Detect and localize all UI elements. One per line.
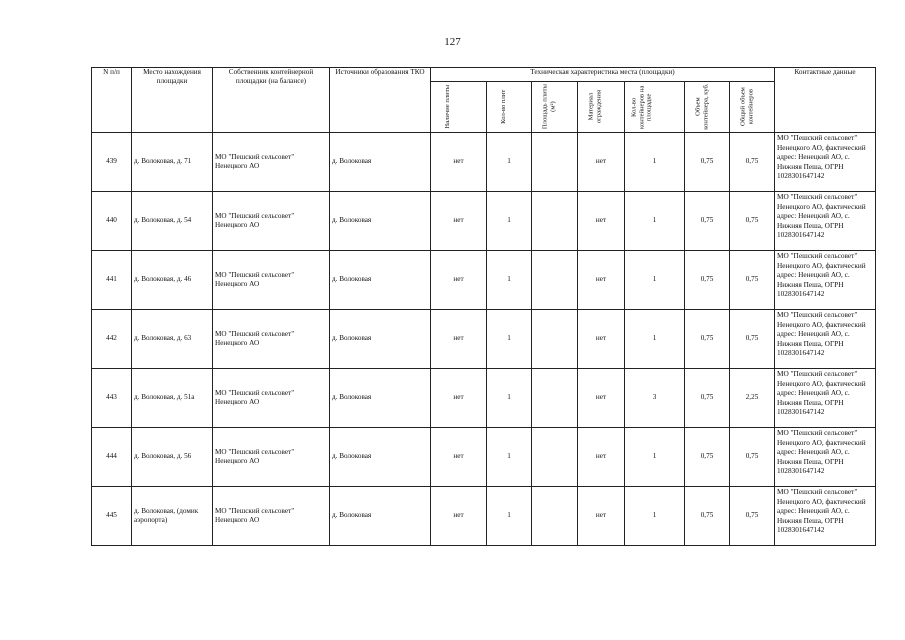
row-owner: МО "Пешский сельсовет" Ненецкого АО [213,251,330,310]
row-fence: нет [578,251,625,310]
row-volume: 0,75 [685,369,730,428]
header-owner: Собственник контейнерной площадки (на балансе) [213,68,330,133]
row-plates-count: 1 [487,310,532,369]
row-plate-area [532,428,578,487]
row-number: 439 [92,133,132,192]
header-plate-area: Площадь плиты (м²) [532,82,578,133]
header-plates-count: Кол-во плит [487,82,532,133]
table-row [92,251,876,310]
row-fence: нет [578,369,625,428]
row-plate-area [532,192,578,251]
row-total-volume: 0,75 [730,192,775,251]
row-plate: нет [431,251,487,310]
row-plates-count: 1 [487,133,532,192]
row-plate-area [532,310,578,369]
row-location: д. Волоковая, д. 71 [132,133,213,192]
header-sources: Источники образования ТКО [330,68,431,133]
row-volume: 0,75 [685,251,730,310]
table-row [92,133,876,192]
row-total-volume: 2,25 [730,369,775,428]
row-contact: МО "Пешский сельсовет" Ненецкого АО, фактический адрес: Ненецкий АО, с. Нижняя Пеша, ОГРН 1028301647142 [775,310,876,369]
header-plate: Наличие плиты [431,82,487,133]
row-plates-count: 1 [487,192,532,251]
row-total-volume: 0,75 [730,428,775,487]
row-owner: МО "Пешский сельсовет" Ненецкого АО [213,428,330,487]
row-contact: МО "Пешский сельсовет" Ненецкого АО, фактический адрес: Ненецкий АО, с. Нижняя Пеша, ОГРН 1028301647142 [775,487,876,546]
row-plates-count: 1 [487,369,532,428]
row-fence: нет [578,133,625,192]
registry-table [91,67,876,546]
header-tech: Техническая характеристика места (площадки) [431,68,775,82]
row-number: 442 [92,310,132,369]
row-plate: нет [431,133,487,192]
row-number: 444 [92,428,132,487]
row-plate-area [532,369,578,428]
row-contact: МО "Пешский сельсовет" Ненецкого АО, фактический адрес: Ненецкий АО, с. Нижняя Пеша, ОГРН 1028301647142 [775,192,876,251]
page-number: 127 [444,36,461,48]
row-contact: МО "Пешский сельсовет" Ненецкого АО, фактический адрес: Ненецкий АО, с. Нижняя Пеша, ОГРН 1028301647142 [775,251,876,310]
row-plate-area [532,487,578,546]
row-location: д. Волоковая, д. 56 [132,428,213,487]
row-plate: нет [431,487,487,546]
row-volume: 0,75 [685,192,730,251]
row-plate: нет [431,310,487,369]
row-number: 445 [92,487,132,546]
row-total-volume: 0,75 [730,251,775,310]
row-location: д. Волоковая, д. 51а [132,369,213,428]
row-plates-count: 1 [487,428,532,487]
row-plate: нет [431,192,487,251]
row-containers: 1 [625,428,685,487]
row-plates-count: 1 [487,251,532,310]
row-source: д. Волоковая [330,487,431,546]
row-containers: 1 [625,133,685,192]
row-total-volume: 0,75 [730,133,775,192]
row-source: д. Волоковая [330,192,431,251]
row-volume: 0,75 [685,133,730,192]
row-plate: нет [431,428,487,487]
header-total-volume: Общий объем контейнеров [730,82,775,133]
header-container-volume: Объем контейнера, куб. [685,82,730,133]
row-contact: МО "Пешский сельсовет" Ненецкого АО, фактический адрес: Ненецкий АО, с. Нижняя Пеша, ОГРН 1028301647142 [775,133,876,192]
row-number: 441 [92,251,132,310]
header-num: N п/п [92,68,132,133]
row-fence: нет [578,192,625,251]
row-location: д. Волоковая, (домик аэропорта) [132,487,213,546]
row-source: д. Волоковая [330,428,431,487]
row-source: д. Волоковая [330,369,431,428]
row-owner: МО "Пешский сельсовет" Ненецкого АО [213,192,330,251]
row-owner: МО "Пешский сельсовет" Ненецкого АО [213,487,330,546]
row-containers: 1 [625,487,685,546]
header-contact: Контактные данные [775,68,876,133]
row-contact: МО "Пешский сельсовет" Ненецкого АО, фактический адрес: Ненецкий АО, с. Нижняя Пеша, ОГРН 1028301647142 [775,428,876,487]
row-number: 443 [92,369,132,428]
header-fence-material: Материал ограждения [578,82,625,133]
row-source: д. Волоковая [330,133,431,192]
row-volume: 0,75 [685,487,730,546]
table-row [92,192,876,251]
row-source: д. Волоковая [330,251,431,310]
header-location: Место нахождения площадки [132,68,213,133]
row-fence: нет [578,310,625,369]
row-plate: нет [431,369,487,428]
row-source: д. Волоковая [330,310,431,369]
row-volume: 0,75 [685,428,730,487]
table-row [92,310,876,369]
row-fence: нет [578,428,625,487]
row-location: д. Волоковая, д. 54 [132,192,213,251]
row-owner: МО "Пешский сельсовет" Ненецкого АО [213,369,330,428]
header-containers-count: Кол-во контейнеров на площадке [625,82,685,133]
row-total-volume: 0,75 [730,310,775,369]
row-owner: МО "Пешский сельсовет" Ненецкого АО [213,310,330,369]
table-row [92,369,876,428]
row-total-volume: 0,75 [730,487,775,546]
row-number: 440 [92,192,132,251]
row-plate-area [532,133,578,192]
row-containers: 1 [625,310,685,369]
table-row [92,487,876,546]
row-fence: нет [578,487,625,546]
row-owner: МО "Пешский сельсовет" Ненецкого АО [213,133,330,192]
row-location: д. Волоковая, д. 63 [132,310,213,369]
row-volume: 0,75 [685,310,730,369]
row-plates-count: 1 [487,487,532,546]
table-row [92,428,876,487]
row-location: д. Волоковая, д. 46 [132,251,213,310]
row-containers: 3 [625,369,685,428]
row-containers: 1 [625,192,685,251]
row-contact: МО "Пешский сельсовет" Ненецкого АО, фактический адрес: Ненецкий АО, с. Нижняя Пеша, ОГРН 1028301647142 [775,369,876,428]
row-plate-area [532,251,578,310]
row-containers: 1 [625,251,685,310]
